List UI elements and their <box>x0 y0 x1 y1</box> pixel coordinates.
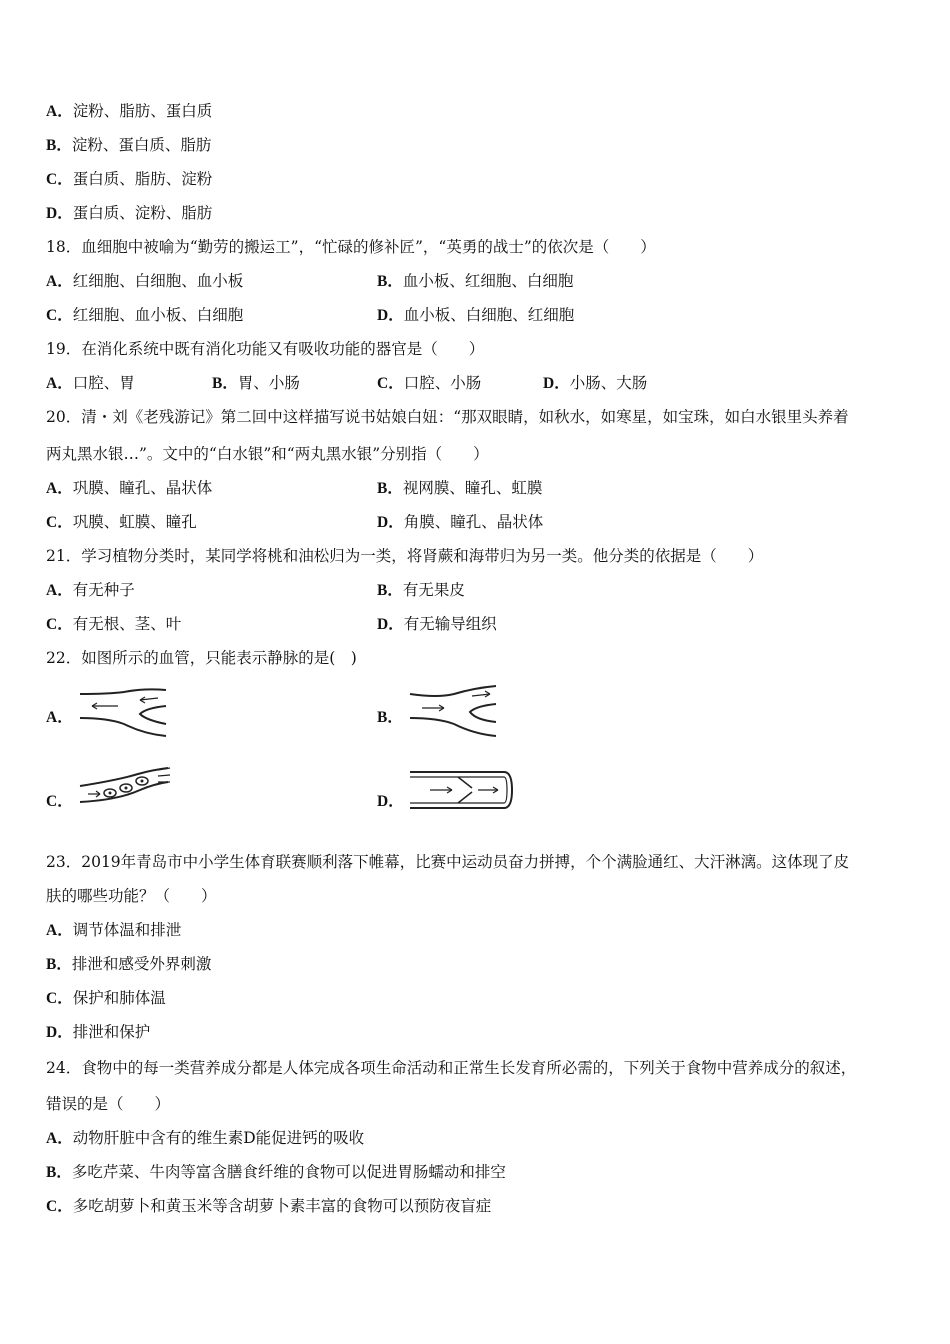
q23-option-d: D．排泄和保护 <box>46 1023 151 1041</box>
q17-option-a: A．淀粉、脂肪、蛋白质 <box>46 102 213 120</box>
q20-stem-line2: 两丸黑水银…”。文中的“白水银”和“两丸黑水银”分别指（ ） <box>46 445 489 463</box>
q19-option-b: B．胃、小肠 <box>212 374 300 392</box>
q21-option-d: D．有无输导组织 <box>377 615 497 633</box>
q24-stem-line1: 24．食物中的每一类营养成分都是人体完成各项生命活动和正常生长发育所必需的，下列关于食物中营养成分的叙述， <box>46 1059 857 1077</box>
q19-option-c: C．口腔、小肠 <box>377 374 482 392</box>
q24-stem-line2: 错误的是（ ） <box>46 1095 171 1113</box>
q17-option-b: B．淀粉、蛋白质、脂肪 <box>46 136 212 154</box>
q24-option-b: B．多吃芹菜、牛肉等富含膳食纤维的食物可以促进胃肠蠕动和排空 <box>46 1163 506 1181</box>
q19-stem: 19．在消化系统中既有消化功能又有吸收功能的器官是（ ） <box>46 340 485 358</box>
q17-option-c: C．蛋白质、脂肪、淀粉 <box>46 170 213 188</box>
q24-option-c: C．多吃胡萝卜和黄玉米等含胡萝卜素丰富的食物可以预防夜盲症 <box>46 1197 492 1215</box>
q23-option-c: C．保护和肺体温 <box>46 989 166 1007</box>
q19-option-a: A．口腔、胃 <box>46 374 135 392</box>
q24-option-a: A．动物肝脏中含有的维生素D能促进钙的吸收 <box>46 1129 365 1147</box>
q20-option-b: B．视网膜、瞳孔、虹膜 <box>377 479 543 497</box>
q18-option-b: B．血小板、红细胞、白细胞 <box>377 272 574 290</box>
vein-with-valve-icon <box>408 770 514 810</box>
q20-option-c: C．巩膜、虹膜、瞳孔 <box>46 513 197 531</box>
q18-stem: 18．血细胞中被喻为“勤劳的搬运工”，“忙碌的修补匠”，“英勇的战士”的依次是（ ） <box>46 238 656 256</box>
q21-option-b: B．有无果皮 <box>377 581 465 599</box>
q17-option-d: D．蛋白质、淀粉、脂肪 <box>46 204 213 222</box>
q23-option-b: B．排泄和感受外界刺激 <box>46 955 212 973</box>
q19-option-d: D．小肠、大肠 <box>543 374 648 392</box>
vessel-branch-converging-icon <box>78 684 170 740</box>
q18-option-d: D．血小板、白细胞、红细胞 <box>377 306 575 324</box>
q20-stem-line1: 20．清・刘《老残游记》第二回中这样描写说书姑娘白妞：“那双眼睛，如秋水，如寒星，如宝珠，如白水银里头养着 <box>46 408 849 426</box>
q23-option-a: A．调节体温和排泄 <box>46 921 182 939</box>
q20-option-a: A．巩膜、瞳孔、晶状体 <box>46 479 213 497</box>
q18-option-c: C．红细胞、血小板、白细胞 <box>46 306 244 324</box>
q21-option-a: A．有无种子 <box>46 581 135 599</box>
q22-stem: 22．如图所示的血管，只能表示静脉的是( ) <box>46 649 357 667</box>
q22-option-d-label: D． <box>377 793 404 810</box>
q22-option-b-label: B． <box>377 709 403 726</box>
q21-stem: 21．学习植物分类时，某同学将桃和油松归为一类，将肾蕨和海带归为另一类。他分类的依据是（ ） <box>46 547 764 565</box>
q22-option-a-label: A． <box>46 709 73 726</box>
q18-option-a: A．红细胞、白细胞、血小板 <box>46 272 244 290</box>
q23-stem-line2: 肤的哪些功能？（ ） <box>46 887 217 905</box>
q20-option-d: D．角膜、瞳孔、晶状体 <box>377 513 544 531</box>
vessel-branch-diverging-icon <box>408 684 500 740</box>
q23-stem-line1: 23．2019年青岛市中小学生体育联赛顺利落下帷幕，比赛中运动员奋力拼搏，个个满脸通红、大汗淋漓。这体现了皮 <box>46 853 850 871</box>
capillary-single-file-icon <box>78 766 174 808</box>
q21-option-c: C．有无根、茎、叶 <box>46 615 182 633</box>
q22-option-c-label: C． <box>46 793 73 810</box>
